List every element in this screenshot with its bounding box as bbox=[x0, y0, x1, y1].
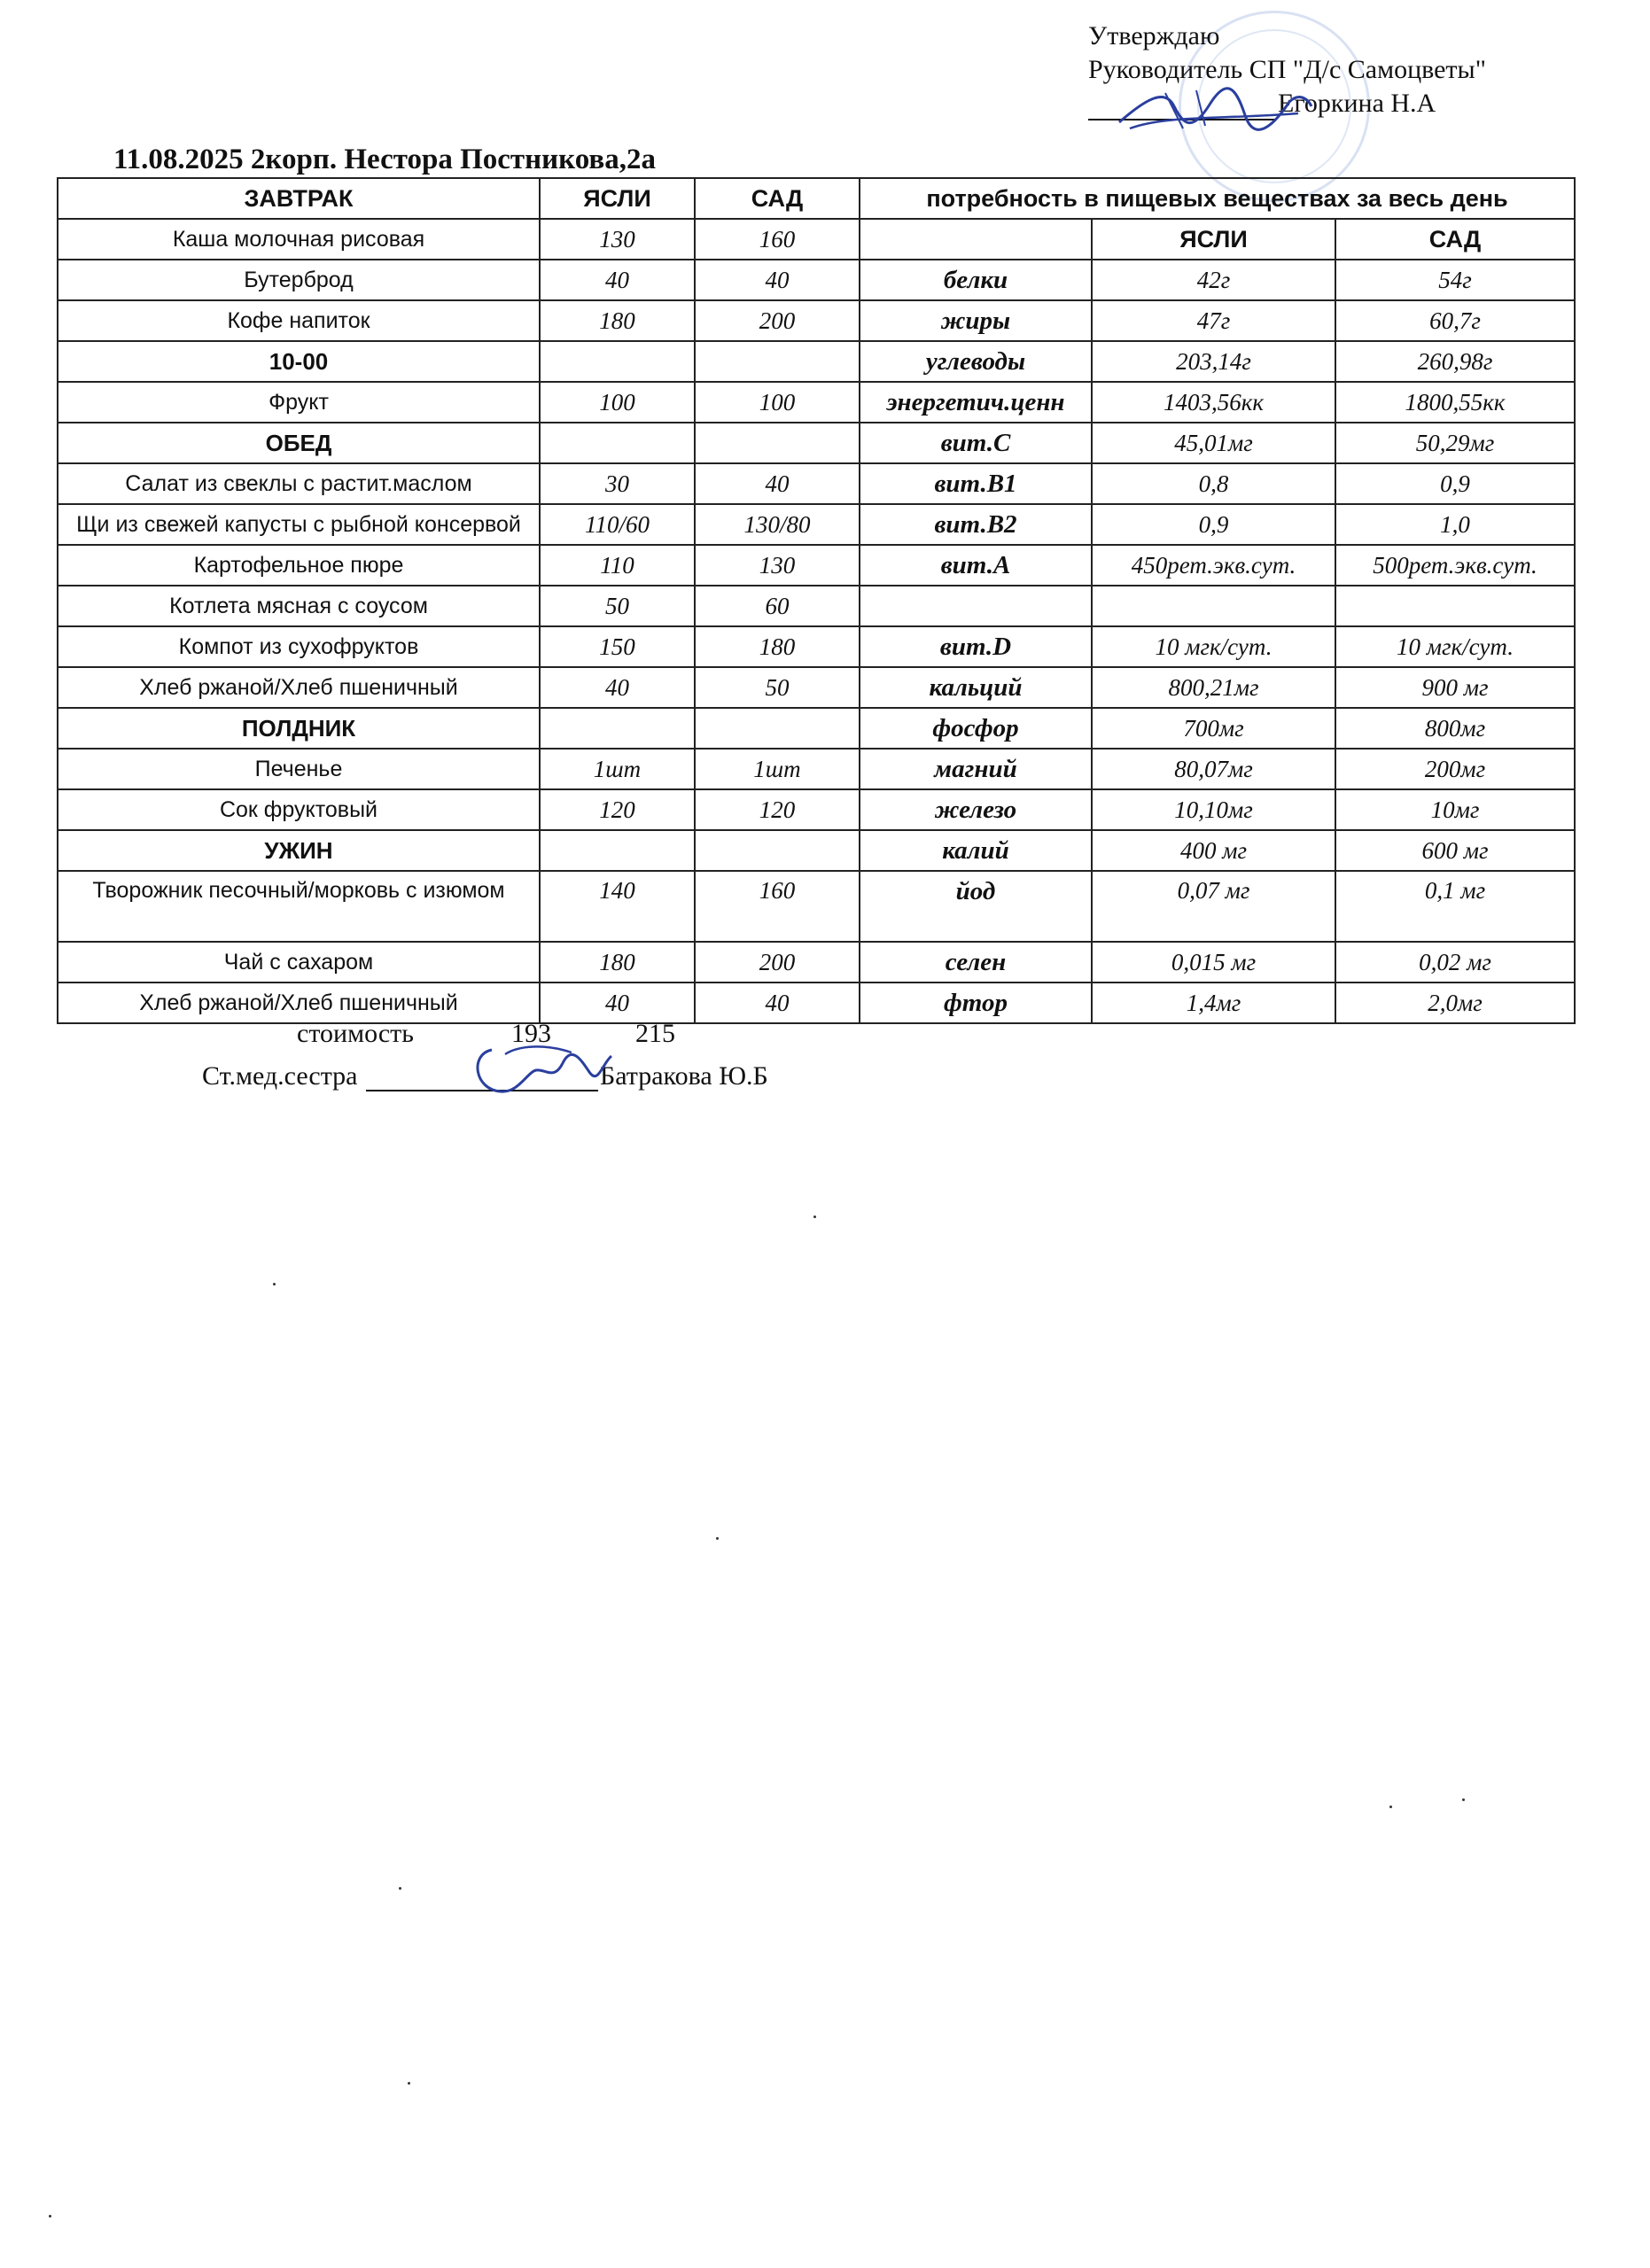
need-yasli: 0,9 bbox=[1092, 504, 1335, 545]
table-row bbox=[58, 341, 1575, 382]
portion-sad: 130 bbox=[695, 545, 860, 586]
header-yasli: ЯСЛИ bbox=[540, 178, 695, 219]
need-sad: 50,29мг bbox=[1335, 423, 1575, 463]
nutrient-name: фосфор bbox=[860, 708, 1092, 749]
dish-name: Картофельное пюре bbox=[58, 545, 540, 586]
header-meal: ЗАВТРАК bbox=[58, 178, 540, 219]
nutrient-name: жиры bbox=[860, 300, 1092, 341]
table-row bbox=[58, 983, 1575, 1023]
header-needs: потребность в пищевых веществах за весь день bbox=[860, 178, 1575, 219]
scan-speck bbox=[716, 1537, 719, 1540]
portion-yasli: 1шт bbox=[540, 749, 695, 789]
portion-yasli: 140 bbox=[540, 871, 695, 942]
needs-header-sad: САД bbox=[1335, 219, 1575, 260]
need-yasli: 10,10мг bbox=[1092, 789, 1335, 830]
scan-speck bbox=[408, 2082, 410, 2085]
portion-sad: 1шт bbox=[695, 749, 860, 789]
need-sad: 0,9 bbox=[1335, 463, 1575, 504]
portion-sad: 60 bbox=[695, 586, 860, 626]
table-row bbox=[58, 789, 1575, 830]
nutrient-name: углеводы bbox=[860, 341, 1092, 382]
need-sad: 1,0 bbox=[1335, 504, 1575, 545]
nurse-name: Батракова Ю.Б bbox=[600, 1061, 768, 1091]
cost-label: стоимость bbox=[297, 1019, 414, 1048]
portion-yasli: 180 bbox=[540, 942, 695, 983]
portion-sad: 130/80 bbox=[695, 504, 860, 545]
portion-yasli bbox=[540, 341, 695, 382]
need-yasli: 42г bbox=[1092, 260, 1335, 300]
nurse-title: Ст.мед.сестра bbox=[202, 1061, 358, 1091]
portion-yasli: 40 bbox=[540, 983, 695, 1023]
approval-heading: Утверждаю bbox=[1088, 21, 1220, 50]
need-yasli: 0,07 мг bbox=[1092, 871, 1335, 942]
scan-speck bbox=[813, 1216, 816, 1218]
need-yasli: 0,015 мг bbox=[1092, 942, 1335, 983]
need-sad: 10 мгк/сут. bbox=[1335, 626, 1575, 667]
portion-sad: 160 bbox=[695, 871, 860, 942]
scan-speck bbox=[273, 1283, 276, 1285]
portion-sad bbox=[695, 830, 860, 871]
table-row bbox=[58, 871, 1575, 942]
need-yasli: 700мг bbox=[1092, 708, 1335, 749]
portion-sad bbox=[695, 423, 860, 463]
approval-position: Руководитель СП "Д/с Самоцветы" bbox=[1088, 55, 1486, 84]
need-yasli: 45,01мг bbox=[1092, 423, 1335, 463]
need-sad: 54г bbox=[1335, 260, 1575, 300]
table-header-row bbox=[58, 178, 1575, 219]
need-yasli: 1,4мг bbox=[1092, 983, 1335, 1023]
cost-yasli: 193 bbox=[510, 1019, 551, 1048]
need-yasli: 10 мгк/сут. bbox=[1092, 626, 1335, 667]
need-sad: 2,0мг bbox=[1335, 983, 1575, 1023]
need-sad: 600 мг bbox=[1335, 830, 1575, 871]
nutrient-name: белки bbox=[860, 260, 1092, 300]
need-sad: 60,7г bbox=[1335, 300, 1575, 341]
scan-speck bbox=[399, 1887, 401, 1890]
table-row bbox=[58, 300, 1575, 341]
nutrient-name bbox=[860, 586, 1092, 626]
portion-sad: 50 bbox=[695, 667, 860, 708]
cost-sad: 215 bbox=[634, 1019, 675, 1048]
portion-yasli: 100 bbox=[540, 382, 695, 423]
scan-speck bbox=[1462, 1798, 1465, 1801]
nutrient-name: энергетич.ценн bbox=[860, 382, 1092, 423]
need-yasli: 80,07мг bbox=[1092, 749, 1335, 789]
dish-name: Котлета мясная с соусом bbox=[58, 586, 540, 626]
nurse-signature bbox=[465, 1037, 616, 1103]
portion-sad bbox=[695, 341, 860, 382]
portion-yasli: 40 bbox=[540, 260, 695, 300]
table-row bbox=[58, 504, 1575, 545]
portion-yasli: 50 bbox=[540, 586, 695, 626]
section-label: 10-00 bbox=[58, 341, 540, 382]
table-row bbox=[58, 942, 1575, 983]
dish-name: Фрукт bbox=[58, 382, 540, 423]
portion-yasli: 40 bbox=[540, 667, 695, 708]
dish-name: Чай с сахаром bbox=[58, 942, 540, 983]
portion-sad: 180 bbox=[695, 626, 860, 667]
table-row bbox=[58, 219, 1575, 260]
need-sad: 260,98г bbox=[1335, 341, 1575, 382]
table-row bbox=[58, 830, 1575, 871]
portion-yasli: 120 bbox=[540, 789, 695, 830]
scan-speck bbox=[49, 2215, 51, 2218]
portion-yasli bbox=[540, 708, 695, 749]
portion-yasli bbox=[540, 830, 695, 871]
portion-sad: 40 bbox=[695, 983, 860, 1023]
need-sad: 800мг bbox=[1335, 708, 1575, 749]
portion-yasli: 150 bbox=[540, 626, 695, 667]
dish-name: Щи из свежей капусты с рыбной консервой bbox=[58, 504, 540, 545]
need-sad: 10мг bbox=[1335, 789, 1575, 830]
dish-name: Сок фруктовый bbox=[58, 789, 540, 830]
nutrient-name: фтор bbox=[860, 983, 1092, 1023]
director-signature bbox=[1112, 80, 1316, 142]
table-row bbox=[58, 382, 1575, 423]
portion-sad bbox=[695, 708, 860, 749]
need-sad bbox=[1335, 586, 1575, 626]
nutrient-name: йод bbox=[860, 871, 1092, 942]
nutrient-name bbox=[860, 219, 1092, 260]
portion-sad: 100 bbox=[695, 382, 860, 423]
nutrient-name: железо bbox=[860, 789, 1092, 830]
need-yasli: 203,14г bbox=[1092, 341, 1335, 382]
dish-name: Хлеб ржаной/Хлеб пшеничный bbox=[58, 667, 540, 708]
need-yasli bbox=[1092, 586, 1335, 626]
nutrient-name: калий bbox=[860, 830, 1092, 871]
dish-name: Каша молочная рисовая bbox=[58, 219, 540, 260]
need-yasli: 1403,56кк bbox=[1092, 382, 1335, 423]
nutrient-name: вит.В2 bbox=[860, 504, 1092, 545]
table-row bbox=[58, 260, 1575, 300]
dish-name: Салат из свеклы с растит.маслом bbox=[58, 463, 540, 504]
dish-name: Бутерброд bbox=[58, 260, 540, 300]
dish-name: Творожник песочный/морковь с изюмом bbox=[58, 871, 540, 942]
portion-yasli: 130 bbox=[540, 219, 695, 260]
need-sad: 200мг bbox=[1335, 749, 1575, 789]
nutrient-name: вит.А bbox=[860, 545, 1092, 586]
need-sad: 500рет.экв.сут. bbox=[1335, 545, 1575, 586]
portion-sad: 120 bbox=[695, 789, 860, 830]
header-sad: САД bbox=[695, 178, 860, 219]
scan-speck bbox=[1389, 1806, 1392, 1808]
nutrient-name: вит.С bbox=[860, 423, 1092, 463]
portion-sad: 200 bbox=[695, 942, 860, 983]
need-sad: 900 мг bbox=[1335, 667, 1575, 708]
portion-yasli bbox=[540, 423, 695, 463]
nutrient-name: магний bbox=[860, 749, 1092, 789]
need-sad: 0,02 мг bbox=[1335, 942, 1575, 983]
nutrient-name: селен bbox=[860, 942, 1092, 983]
need-sad: 0,1 мг bbox=[1335, 871, 1575, 942]
dish-name: Хлеб ржаной/Хлеб пшеничный bbox=[58, 983, 540, 1023]
portion-yasli: 110 bbox=[540, 545, 695, 586]
portion-sad: 40 bbox=[695, 260, 860, 300]
need-yasli: 450рет.экв.сут. bbox=[1092, 545, 1335, 586]
needs-header-yasli: ЯСЛИ bbox=[1092, 219, 1335, 260]
dish-name: Кофе напиток bbox=[58, 300, 540, 341]
table-row bbox=[58, 423, 1575, 463]
approval-name: Егоркина Н.А bbox=[1278, 89, 1436, 118]
table-row bbox=[58, 586, 1575, 626]
section-label: ПОЛДНИК bbox=[58, 708, 540, 749]
portion-yasli: 110/60 bbox=[540, 504, 695, 545]
portion-yasli: 30 bbox=[540, 463, 695, 504]
nutrient-name: кальций bbox=[860, 667, 1092, 708]
need-sad: 1800,55кк bbox=[1335, 382, 1575, 423]
need-yasli: 400 мг bbox=[1092, 830, 1335, 871]
need-yasli: 800,21мг bbox=[1092, 667, 1335, 708]
table-row bbox=[58, 626, 1575, 667]
portion-sad: 200 bbox=[695, 300, 860, 341]
menu-table bbox=[57, 177, 1576, 1024]
table-row bbox=[58, 545, 1575, 586]
need-yasli: 0,8 bbox=[1092, 463, 1335, 504]
section-label: ОБЕД bbox=[58, 423, 540, 463]
table-row bbox=[58, 708, 1575, 749]
nutrient-name: вит.В1 bbox=[860, 463, 1092, 504]
dish-name: Печенье bbox=[58, 749, 540, 789]
need-yasli: 47г bbox=[1092, 300, 1335, 341]
section-label: УЖИН bbox=[58, 830, 540, 871]
table-row bbox=[58, 749, 1575, 789]
nutrient-name: вит.D bbox=[860, 626, 1092, 667]
table-row bbox=[58, 667, 1575, 708]
page-title: 11.08.2025 2корп. Нестора Постникова,2а bbox=[113, 144, 656, 175]
table-row bbox=[58, 463, 1575, 504]
portion-sad: 160 bbox=[695, 219, 860, 260]
portion-yasli: 180 bbox=[540, 300, 695, 341]
dish-name: Компот из сухофруктов bbox=[58, 626, 540, 667]
portion-sad: 40 bbox=[695, 463, 860, 504]
